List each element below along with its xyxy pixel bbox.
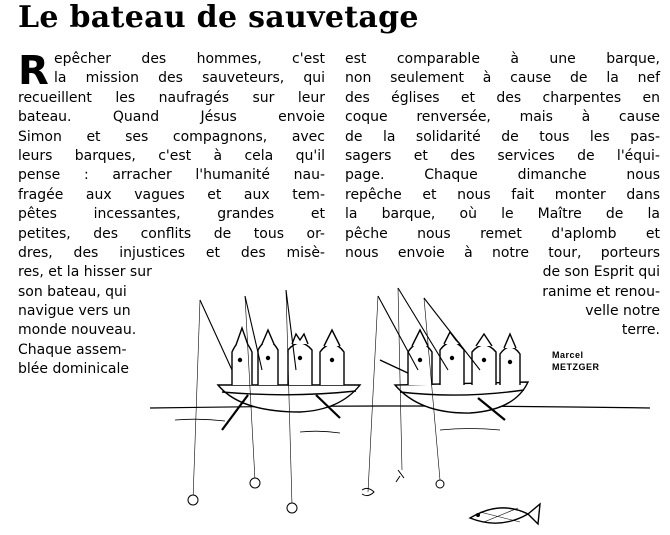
text-line: Chaque assem-: [18, 341, 127, 358]
text-line: fragée aux vagues et aux tem-: [18, 186, 325, 203]
fish: [470, 504, 540, 524]
text-line: bateau. Quand Jésus envoie: [18, 109, 325, 126]
hooked-figures: [188, 470, 444, 513]
water-line: [150, 406, 650, 408]
text-line: blée dominicale: [18, 361, 129, 378]
text-line: page. Chaque dimanche nous: [345, 167, 660, 184]
text-line: Simon et ses compagnons, avec: [18, 128, 325, 145]
drop-cap: R: [18, 48, 49, 94]
text-line: de la solidarité de tous les pas-: [345, 128, 660, 145]
text-line: la barque, où le Maître de la: [345, 206, 660, 223]
text-line: velle notre: [585, 303, 660, 320]
text-line: son bateau, qui: [18, 283, 127, 300]
text-line: leurs barques, c'est à cela qu'il: [18, 147, 325, 164]
author-first-name: Marcel: [552, 350, 584, 360]
text-line: de son Esprit qui: [542, 264, 660, 281]
text-line: nous envoie à notre tour, porteurs: [345, 244, 660, 261]
text-line: coque renversée, mais à cause: [345, 109, 660, 126]
right-boat: [368, 288, 528, 492]
article-title: Le bateau de sauvetage: [18, 0, 419, 35]
text-line: dres, des injustices et des misè-: [18, 244, 325, 261]
text-line: res, et la hisser sur: [18, 264, 152, 281]
text-line: pêche nous remet d'aplomb et: [345, 225, 660, 242]
text-line: est comparable à une barque,: [345, 51, 660, 67]
text-line: repêche et nous fait monter dans: [345, 186, 660, 203]
text-line: epêcher des hommes, c'est: [54, 51, 325, 67]
author-last-name: METZGER: [552, 362, 600, 372]
text-line: pense : arracher l'humanité nau-: [18, 167, 325, 184]
text-line: navigue vers un: [18, 303, 131, 320]
left-boat: [193, 290, 360, 505]
text-line: non seulement à cause de la nef: [345, 70, 660, 87]
text-line: pêtes incessantes, grandes et: [18, 206, 325, 223]
text-line: petites, des conflits de tous or-: [18, 225, 325, 242]
text-line: ranime et renou-: [542, 283, 660, 300]
text-line: recueillent les naufragés sur leur: [18, 89, 325, 106]
text-line: des églises et des charpentes en: [345, 89, 660, 106]
text-line: monde nouveau.: [18, 322, 137, 339]
text-line: sagers et des services de l'équi-: [345, 147, 660, 164]
text-line: terre.: [621, 322, 660, 339]
text-line: la mission des sauveteurs, qui: [54, 70, 325, 87]
